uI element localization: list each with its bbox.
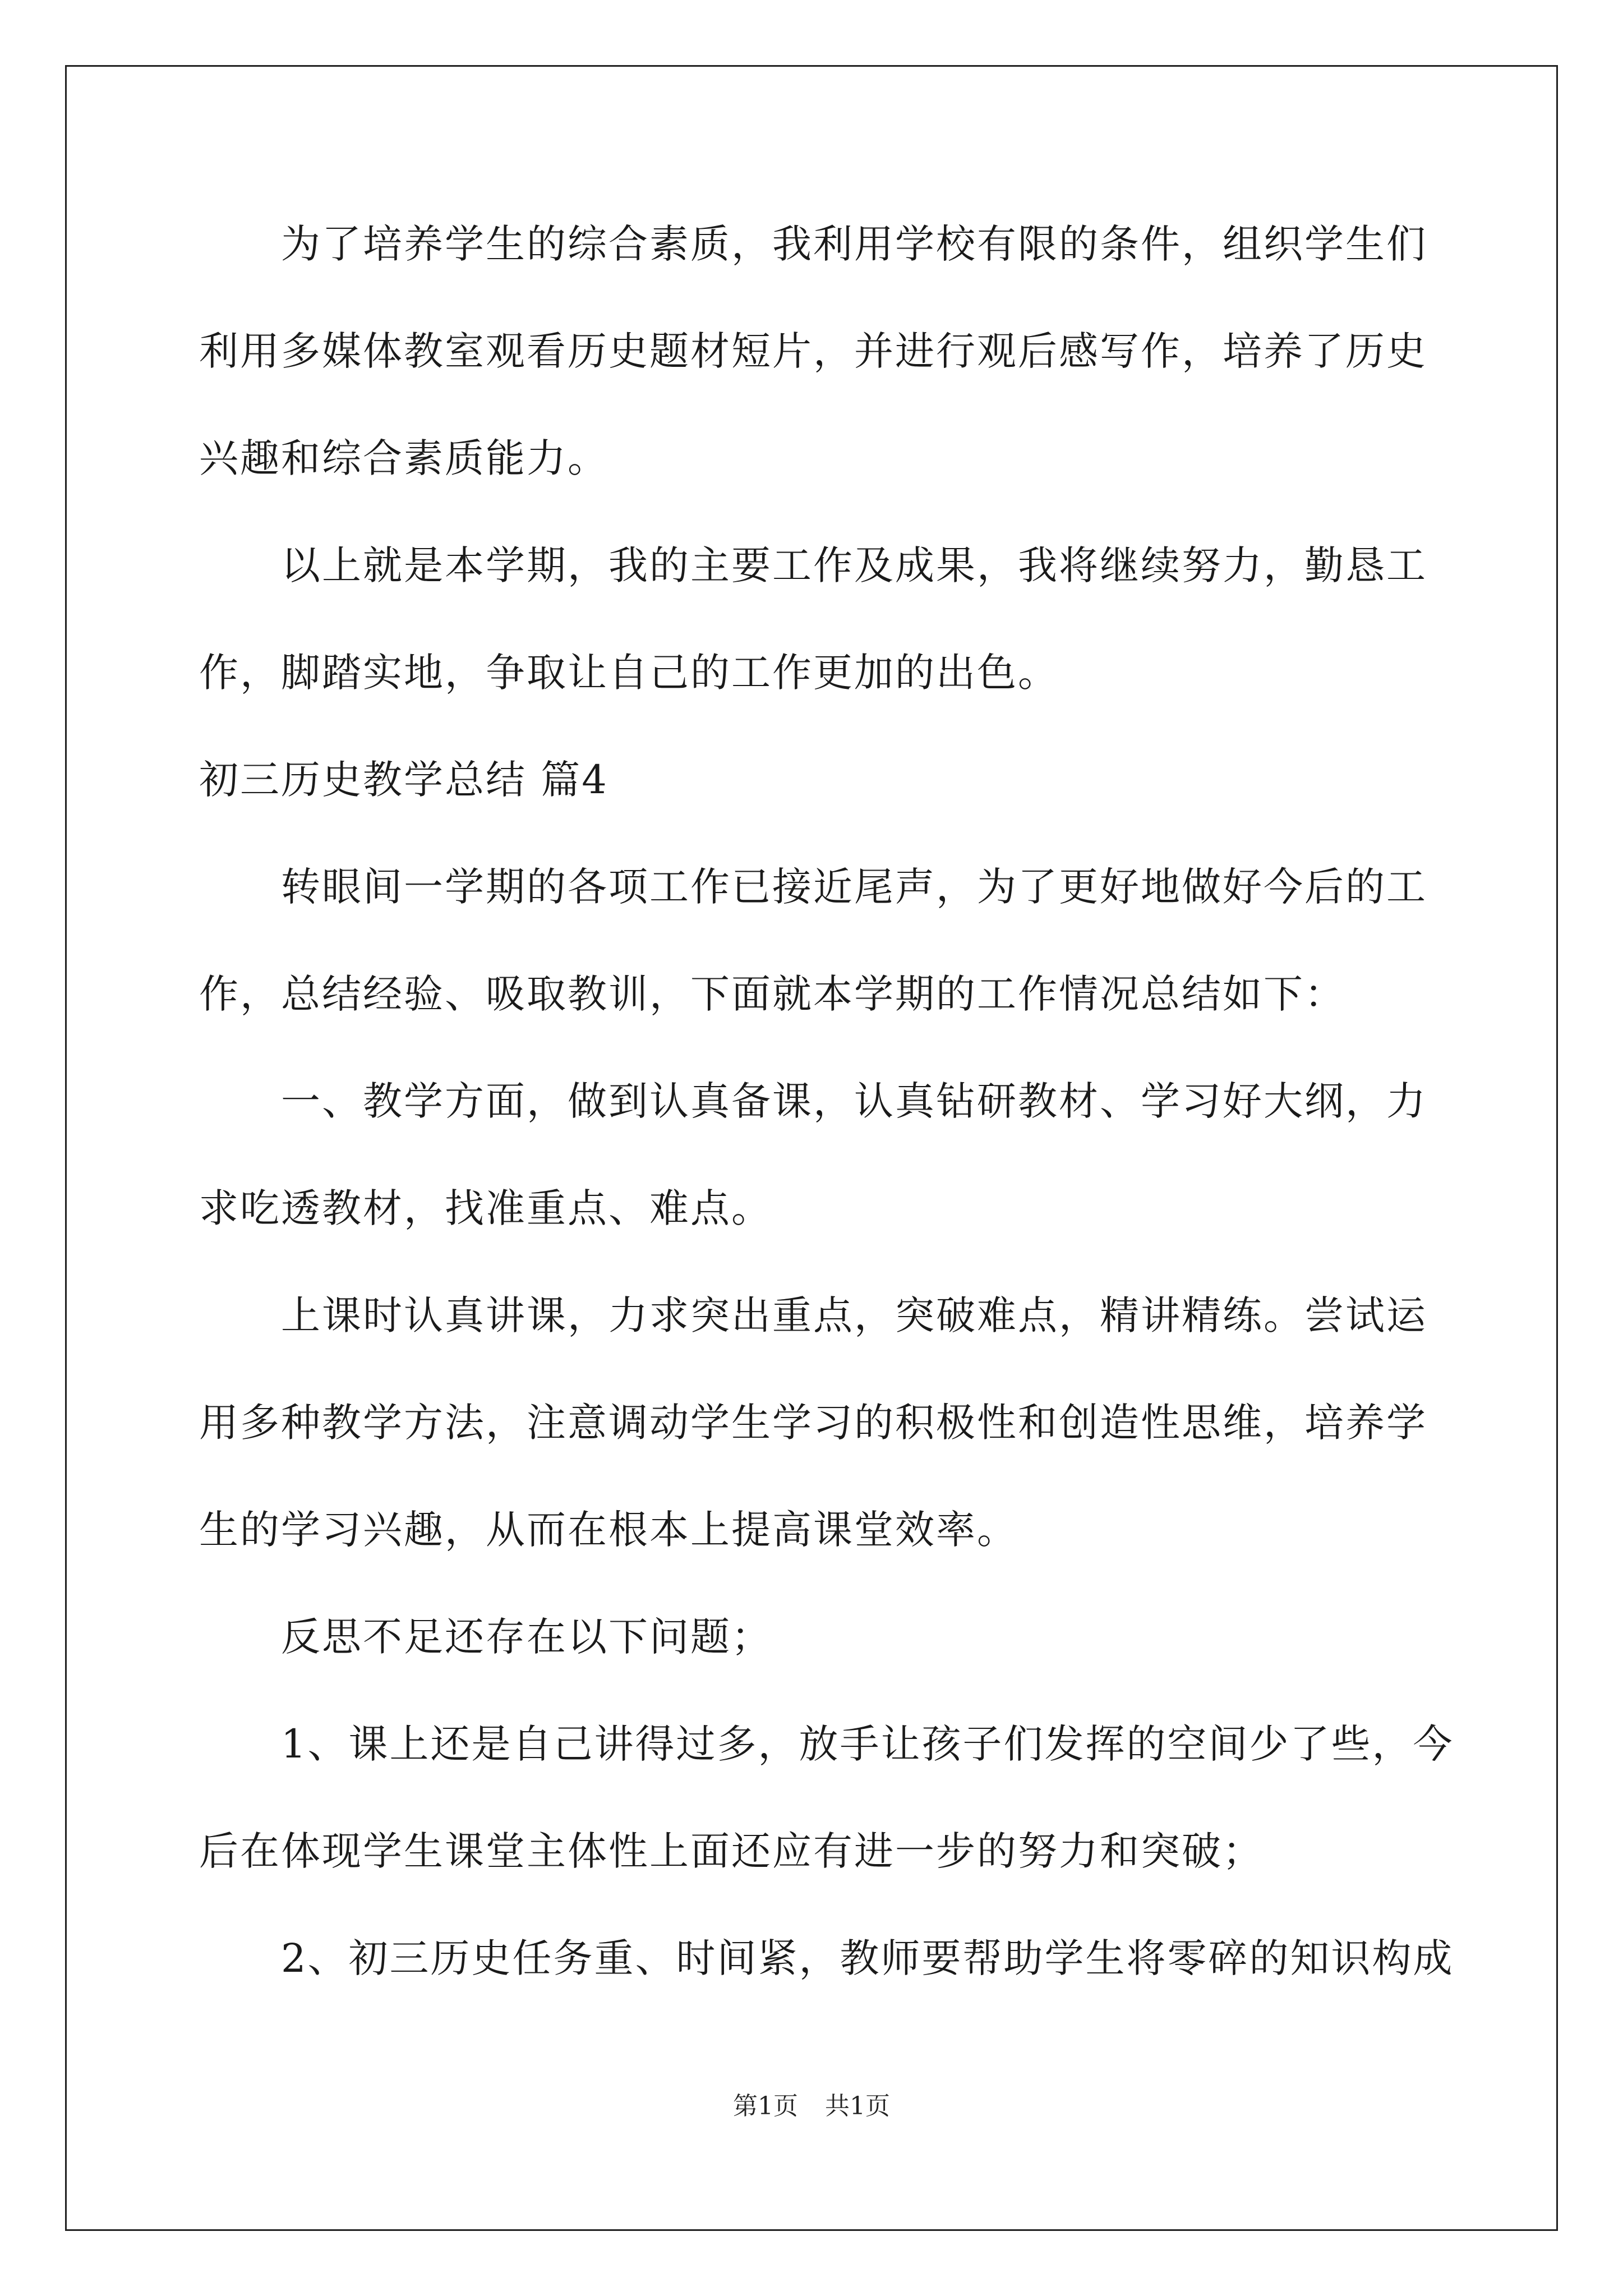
- paragraph-line: 作，总结经验、吸取教训，下面就本学期的工作情况总结如下：: [199, 971, 1345, 1017]
- paragraph-line: 1、课上还是自己讲得过多，放手让孩子们发挥的空间少了些，今: [281, 1721, 1454, 1767]
- paragraph-line: 转眼间一学期的各项工作已接近尾声，为了更好地做好今后的工: [281, 864, 1427, 910]
- paragraph-line: 兴趣和综合素质能力。: [199, 435, 608, 481]
- page-border: [65, 65, 1558, 2231]
- paragraph-line: 为了培养学生的综合素质，我利用学校有限的条件，组织学生们: [281, 221, 1427, 267]
- section-heading: 初三历史教学总结 篇4: [199, 757, 608, 803]
- paragraph-line: 一、教学方面，做到认真备课，认真钻研教材、学习好大纲，力: [281, 1078, 1427, 1124]
- paragraph-line: 生的学习兴趣，从而在根本上提高课堂效率。: [199, 1507, 1018, 1553]
- paragraph-line: 反思不足还存在以下问题；: [281, 1614, 772, 1660]
- paragraph-line: 求吃透教材，找准重点、难点。: [199, 1185, 772, 1231]
- page-footer: [0, 2090, 1623, 2123]
- paragraph-line: 用多种教学方法，注意调动学生学习的积极性和创造性思维，培养学: [199, 1400, 1427, 1446]
- page-number: 第1页: [733, 2092, 798, 2120]
- paragraph-line: 作，脚踏实地，争取让自己的工作更加的出色。: [199, 650, 1059, 696]
- page-total: 共1页: [825, 2092, 890, 2120]
- paragraph-line: 利用多媒体教室观看历史题材短片，并进行观后感写作，培养了历史: [199, 328, 1427, 374]
- paragraph-line: 后在体现学生课堂主体性上面还应有进一步的努力和突破；: [199, 1828, 1264, 1874]
- paragraph-line: 以上就是本学期，我的主要工作及成果，我将继续努力，勤恳工: [281, 542, 1427, 588]
- paragraph-line: 2、初三历史任务重、时间紧，教师要帮助学生将零碎的知识构成: [281, 1935, 1454, 1981]
- paragraph-line: 上课时认真讲课，力求突出重点，突破难点，精讲精练。尝试运: [281, 1292, 1427, 1338]
